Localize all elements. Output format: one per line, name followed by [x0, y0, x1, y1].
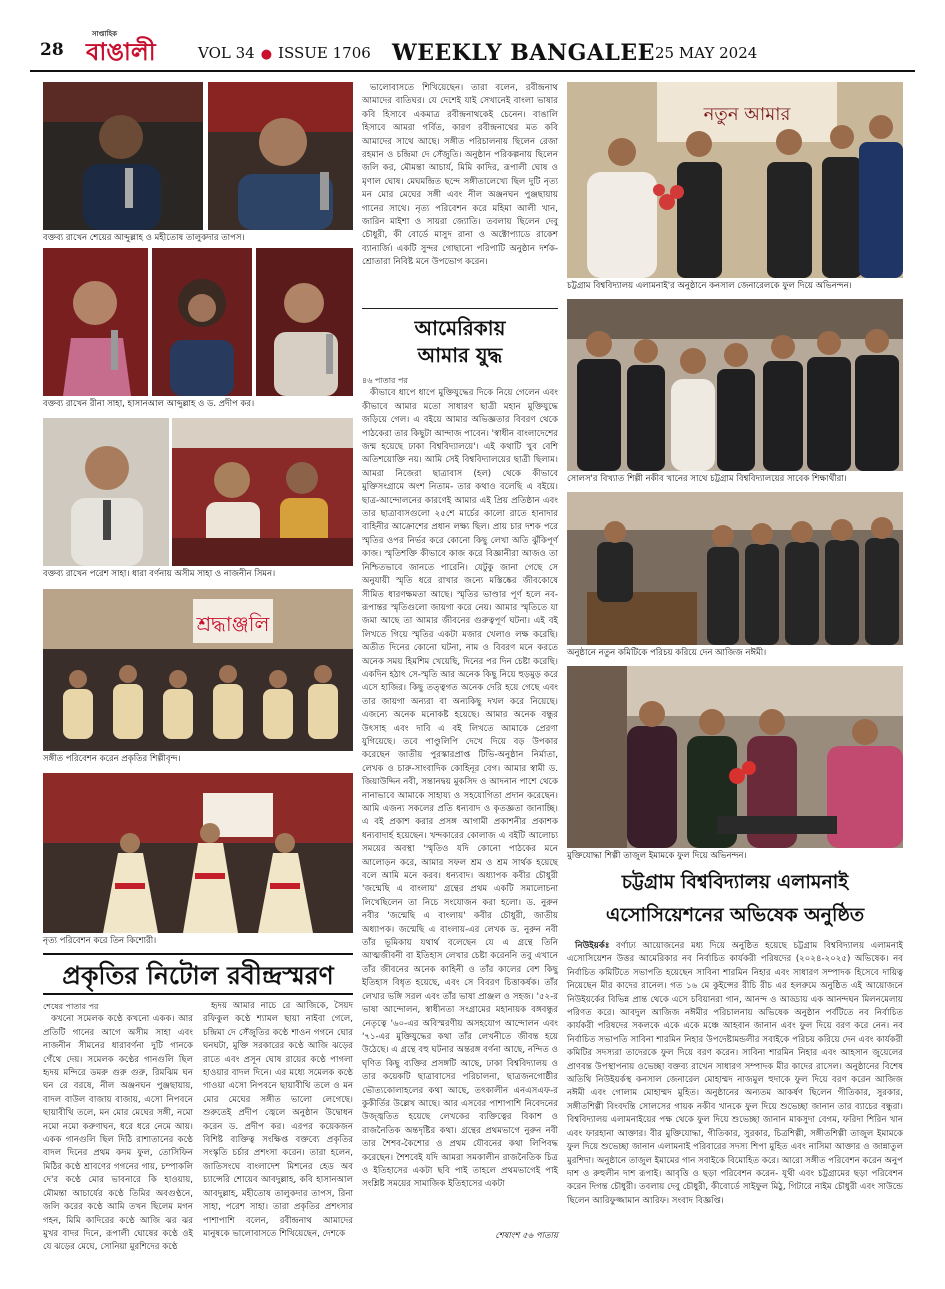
middle-top-text: [362, 82, 558, 302]
continued-note: শেষের পাতার পর: [43, 1002, 99, 1011]
photo-nakib-khan-group: [567, 299, 903, 471]
right-article-text: বর্ণাঢ্য আয়োজনের মধ্য দিয়ে অনুষ্ঠিত হয়েছে চট্টগ্রাম বিশ্ববিদ্যালয় এলামনাই এসোসিয়েশন উত্তর আমেরিকার নব নির্বাচিত কার্যকরী পরিষদের (২০২৪-২০২৫) অভিষেক। নব নির্বাচিত কমিটিতে সভাপতি হয়েছেন সাবিনা শারমিন নিহার এবং সাধারণ সম্পাদক হিসেবে দায়িত্ব নিয়েছেন মীর কাদের রানেল। গত ১৬ মে কুইন্সের রীচি রীচ এর হলরুমে অনুষ্ঠিত এই আয়োজনে নিউইয়র্কের বিভিন্ন প্রান্ত থেকে এসে চবিয়ানরা গান, আনন্দ ও আড্ডায় এক আনন্দঘন মিলনমেলায় পরিণত করে। আবদুল আজিজ নঈমীর পরিচালনায় অভিষেক অনুষ্ঠান পর্বটিতে নব নির্বাচিত কার্যকরী পরিষদের সকলকে একে একে মঞ্চে আহবান জানান এবং ফুল দিয়ে বরণ করে নেন। নব নির্বাচিত সভাপতি সাবিনা শারমিন নিহার উপদেষ্টামন্ডলীর সবাইকে পরিচয় করিয়ে দেন এবং কার্যকরী কমিটির সদস্যরা তাদেরকে ফুল দিয়ে বরণ করেন। সাবিনা শারমিন নিহার এবং আহসান জুয়েলের প্রাণবন্ত উপস্থাপনায় ওভেচ্ছা বক্তব্য রাখেন সাধারণ সম্পাদক মীর কাদের রাসেল। অনুষ্ঠানের বিশেষ অতিথি নিউইয়র্কস্থ কনসাল জেনারেল মোহাম্মদ নাজমুল হুদাকে ফুল দিয়ে বরণ করেন আজিজ নঈমী এবং গোলাম মোহাম্মদ মুহিত। অনুষ্ঠানের অন্যতম আকর্ষণ ছিলেন গীতিকার, সুরকার, সঙ্গীতশিল্পী বিংবদন্তি সোলসের গায়ক নকীব খানকে ফুল দিয়ে শুভেচ্ছা জানান তার ব্যাচের বন্ধুরা। বিশ্ববিদ্যালয় এলামনাইয়ের পক্ষ থেকে ফুল দিয়ে শুভেচ্ছা জানান মাকসুদা বেগম, ফরিদা শিরিন খান এবং ফারহানা আক্তার। বীর মুক্তিযোদ্ধা, গীতিকার, সুরকার, চিত্রশিল্পী, সঙ্গীতশিল্পী তাজুল ইমামকে ফুল দিয়ে শুভেচ্ছা জানান এলামনাই পরিবারের সদস্য শিপা মুহিত এবং নাসিমা আক্তার ও জান্নাতুল মুরশিদা। অনুষ্ঠানে তাজুল ইমামের গান সবাইকে বিমোহিত করে। আরো সঙ্গীত পরিবেশন করেন অনুপ দাশ ও রুহুলীন দাশ রূপাই। আবৃত্তি ও ছড়া পরিবেশন করেন- যূথী এবং চট্টগ্রামের ছড়া পরিবেশন করেন দিগন্ত চৌধুরী। তবলায় দেবু চৌধুরী, কীবোর্ডে সাইফুল মিঠু, গিটারে নাইম চৌধুরী এবং সাউন্ডে ছিলেন আরিফুজ্জামান আরিফ। সংবাদ বিজ্ঞপ্তি।: [567, 941, 903, 1206]
photo-new-committee: [567, 492, 903, 645]
banner-text-1: শ্রদ্ধাঞ্জলি: [196, 612, 270, 636]
left-article-col2: [203, 1000, 353, 1240]
photo-caption-4: সঙ্গীত পরিবেশন করেন প্রকৃতির শিল্পীবৃন্দ।: [43, 754, 181, 764]
issue: ISSUE 1706: [278, 44, 371, 62]
right-headline-line1: চট্টগ্রাম বিশ্ববিদ্যালয় এলামনাই: [621, 871, 849, 893]
photo-caption-r2: সোলস'র বিখ্যাত শিল্পী নকীব খানের সাথে চট্টগ্রাম বিশ্ববিদ্যালয়ের সাবেক শিক্ষার্থীরা।: [567, 474, 847, 484]
left-article-text-2: হৃদয় আমার নাচে রে আজিকে, সৈয়দ রফিকুল কণ্ঠে শ্যামল ছায়া নাইবা গেলে, চন্দ্রিমা দে সেঁজুতির কণ্ঠে শাওন গগনে ঘোর ঘনঘটা, মুক্তি সরকারের কণ্ঠে আজি ঝড়ের রাতে এবং প্রসূন ঘোষ রায়ের কণ্ঠে পাগলা হাওয়ার বাদল দিনে। এর মধ্যে সমেলক কণ্ঠে গাওয়া এসো নিপবনে ছায়াবীথি তলে ও মন মোর মেঘের সঙ্গীত ভালো লেগেছে। শুরুতেই প্রদীপ জ্বেলে অনুষ্ঠান উদ্বোধন করেন ড. প্রদীপ কর। এরপর কয়েকজন বিশিষ্ট ব্যক্তিত্ব সংক্ষিপ্ত বক্তব্যে প্রকৃতির সংস্কৃতি চর্চার প্রশংসা করেন। তারা হলেন, জাতিসংঘে বাংলাদেশ মিশনের হেড অব চ্যান্সেরি শোয়েব আবদুল্লাহ, কবি হাসানআল আবদুল্লাহ, মহীতোষ তালুকদার তাপস, রিনা সাহা, পরেশ সাহা। তারা প্রকৃতির প্রশংসার পাশাপাশি বলেন, রবীন্দ্রনাথ আমাদের মানুষকে ভালোবাসতে শিখিয়েছেন, দেশকে: [203, 1001, 353, 1239]
photo-caption-r3: অনুষ্ঠানে নতুন কমিটিকে পরিচয় করিয়ে দেন আজিজ নঈমী।: [567, 648, 767, 658]
photo-caption-5: নৃত্য পরিবেশন করে তিন কিশোরী।: [43, 936, 157, 946]
logo-text: বাঙালী: [86, 38, 156, 66]
middle-top-paragraph: ভালোবাসতে শিখিয়েছেন। তারা বলেন, রবীন্দ্রনাথ আমাদের বাতিঘর। যে দেশেই যাই সেখানেই বাংলা ভাষার কবি হিসাবে একমাত্র রবীন্দ্রনাথকেই চেনেন। বাঙালি হিসাবে আমরা গর্বিত, কারণ রবীন্দ্রনাথের মত কবি আমাদের সাথে আছে। সঙ্গীত পরিচালনায় ছিলেন রেজা রহমান ও চন্দ্রিমা দে সেঁজুতি। অনুষ্ঠান পরিকল্পনায় ছিলেন জলি কর, মৌমন্তা আচার্য, মিমি কাদির, রূপালী ঘোষ ও মৃণাল ঘোষ। মেঘমন্দ্রিত ছন্দে সঙ্গীতালেখ্যে ছিল দুটি নৃত্য মন মোর মেঘের সঙ্গী এবং নীল অঞ্জনঘন পুঞ্জছায়ায় গানের সাথে। নৃত্য পরিবেশন করে মহিমা আলী খান, জারিন মাইশা ও সায়রা জ্যোতি। তবলায় ছিলেন দেবু চৌধুরী, কী বোর্ডে মাসুদ রানা ও অক্টোপ্যাডে রাকেশ ব্যানার্জি। একটি সুন্দর গোছানো পরিপাটি অনুষ্ঠান দর্শক-শ্রোতারা নিবিষ্ট মনে উপভোগ করেন।: [362, 83, 558, 268]
page-header: [30, 30, 915, 72]
photo-speaker-4: [152, 248, 252, 396]
left-headline: প্রকৃতির নিটোল রবীন্দ্রস্মরণ: [43, 953, 353, 995]
left-article-text-1: কখনো সমেলক কণ্ঠে কখনো একক। আর প্রতিটি গানের আগে অসীম সাহা এবং নাজনীন সীমনের ধারাবর্ণনা দুটি গানকে গেঁথে দেয়। সমেলক কণ্ঠের গানগুলি ছিল হৃদয় মন্দিরে ডমরু গুরু গুরু, রিমঝিম ঘন ঘন রে বরষে, নীল অঞ্জনঘন পুঞ্জছায়ায়, বাদল বাউল বাজায় বাজায়, এসো নিপবনে ছায়াবীথি তলে, মন মোর মেঘের সঙ্গী, নমো নমো নমো করুণাঘন, ধরে ধরে নেমে আয়। একক গানগুলি ছিল দিঠি রাশাতানের কণ্ঠে বাদল দিনের প্রথম কদম ফুল, তোসিফিন মিঠির কণ্ঠে শ্রাবণের গগনের গায়, চম্পাকলি দে'র কণ্ঠে মোর ভাবনারে কি হাওয়ায়, মৌমন্তা আচার্যের কণ্ঠে তিমির অবগুণ্ঠনে, জলি করের কণ্ঠে আমি তখন ছিলেম মগন গহন, মিমি কাদিরের কণ্ঠে আজি ঝর ঝর মুখর বাদর দিনে, রূপালী ঘোষের কণ্ঠে ওই যে ঝড়ের মেঘে, সোনিয়া মুরশিদের কণ্ঠে: [43, 1014, 193, 1253]
photo-caption-3: বক্তব্য রাখেন পরেশ সাহা। ধারা বর্ণনায় অসীম সাহা ও নাজনীন সিমন।: [43, 569, 276, 579]
right-dateline: নিউইয়র্কঃ: [575, 941, 610, 951]
logo-tagline: সাপ্তাহিক: [92, 30, 118, 38]
page-number: 28: [40, 40, 64, 60]
photo-speaker-3: [43, 248, 148, 396]
middle-article-body: [362, 374, 558, 1228]
photo-narrators: [172, 418, 353, 566]
photo-speaker-6: [43, 418, 169, 566]
middle-continued-to: শেষাংশ ৫৬ পাতায়: [495, 1231, 558, 1241]
middle-headline: [362, 315, 558, 371]
photo-speaker-1: [43, 82, 203, 230]
middle-headline-line1: আমেরিকায়: [414, 316, 506, 340]
banner-text-2: নতুন আমার: [703, 104, 791, 125]
volume: VOL 34: [198, 44, 255, 62]
middle-headline-line2: আমার যুদ্ধ: [417, 343, 503, 367]
paper-title: WEEKLY BANGALEE: [392, 40, 655, 66]
bullet-dot-icon: ●: [260, 47, 273, 62]
right-headline-line2: এসোসিয়েশনের অভিষেক অনুষ্ঠিত: [605, 904, 865, 926]
divider: [362, 308, 558, 309]
photo-singers: [43, 589, 353, 751]
right-article-body: [567, 940, 903, 1240]
photo-dancers: [43, 773, 353, 933]
left-article-col1: [43, 1000, 193, 1253]
photo-caption-2: বক্তব্য রাখেন রীনা সাহা, হাসানআল আব্দুল্লাহ ও ড. প্রদীপ কর।: [43, 399, 255, 409]
photo-caption-r1: চট্টগ্রাম বিশ্ববিদ্যালয় এলামনাই'র অনুষ্ঠানে কনসাল জেনারেলকে ফুল দিয়ে অভিনন্দন।: [567, 281, 852, 291]
right-headline: [567, 866, 903, 936]
photo-caption-1: বক্তব্য রাখেন শেয়ের আব্দুল্লাহ ও মহীতোষ তালুকদার তাপস।: [43, 233, 245, 243]
issue-date: 25 MAY 2024: [655, 44, 758, 62]
middle-continued-note: ৪৬ পাতার পর: [362, 376, 408, 385]
photo-caption-r4: মুক্তিযোদ্ধা শিল্পী তাজুল ইমামকে ফুল দিয়ে অভিনন্দন।: [567, 851, 747, 861]
photo-speaker-5: [256, 248, 353, 396]
photo-tajul-imam: [567, 666, 903, 848]
photo-consul-general: [567, 82, 903, 278]
photo-speaker-2: [208, 82, 353, 230]
volume-issue: [198, 44, 371, 62]
newspaper-logo: [86, 30, 156, 74]
middle-article-text: কীভাবে ধাপে ধাপে মুক্তিযুদ্ধের দিকে নিয়ে গেলেন এবং কীভাবে আমার মতো সাধারণ ছাত্রী মহান মুক্তিযুদ্ধে জড়িয়ে গেল। এ বইয়ে আমার অভিজ্ঞতার বিবরণ থেকে পাঠকেরা তার কিছুটা আন্দাজ পাবেন। 'স্বাধীন বাংলাদেশের জন্ম হয়েছে ঢাকা বিশ্ববিদ্যালয়ে'। এই কথাটি খুব বেশি অতিশয়োক্তি নয়। আমি সেই বিশ্ববিদ্যালয়ের ছাত্রী ছিলাম। আমরা নিজেরা ছাত্রাবাস (হল) থেকে কীভাবে মুক্তিসংগ্রামে অংশ নিতাম- তার কথাও বলেছি এ বইয়ে। ছাত্র-আন্দোলনের কারণেই আমার এই প্রিয় প্রতিষ্ঠান এবং তার ছাত্রাবাসগুলো ২৫শে মার্চের কালো রাতে হানাদার বাহিনীর আক্রোশের প্রধান লক্ষ্য ছিল। প্রায় চার দশক পরে স্মৃতির ওপর নির্ভর করে কোনো কিছু লেখা অতি ঝুঁকিপূর্ণ কাজ। স্মৃতিশক্তি কীভাবে কাজ করে বিজ্ঞানীরা আজও তা নিশ্চিতভাবে জানতে পারেনি। যেটুকু জানা গেছে সে অনুযায়ী স্মৃতি ধরে রাখার জন্যে মস্তিষ্কের জীবকোষে সীমিত ধারণক্ষমতা আছে। স্মৃতির ভাণ্ডার পূর্ণ হলে নব-রূপান্তর স্মৃতিগুলো জায়গা করে নেয়। আমার স্মৃতিতে যা জমা আছে তা আমার জীবনের গুরুত্বপূর্ণ ঘটনা। এই বই লিখতে গিয়ে স্মৃতির একটা মজার খেলাও লক্ষ করেছি। অতীত দিনের কোনো ঘটনা, নাম ও বিবরণ মনে করতে অনেক সময় হিমশিম খেয়েছি, দিনের পর দিন চেষ্টা করেছি। একদিন হঠাৎ সে-স্মৃতি আর অনেক কিছু নিয়ে হুড়মুড় করে এসে হাজির। কিছু তত্ত্বগত অনেক দেরি হয়ে গেছে এবং তার জায়গা অন্যরা বা অন্যকিছু দখল করে নিয়েছে। এজন্যে অনেক মনোকষ্ট হয়েছে। আমার অনেক বন্ধুর উৎসাহ এবং দাবি এ বই লিখতে আমাকে প্রেরণা যুগিয়েছে। তবে পাণ্ডুলিপি দেখে দিয়ে বড় উপকার করেছেন জাতীয় পুরস্কারপ্রাপ্ত টিভি-অনুষ্ঠান নির্মাতা, লেখক ও চারু-সাংবাদিক কোহিনূর বেগ। আমার স্বামী ড. জিয়াউদ্দিন নবী, সন্তানদ্বয় মুকসিদ ও আদনান পাশে থেকে নানাভাবে আমাকে সাহায্য ও সহযোগিতা প্রদান করেছেন। আমি এজন্য সকলের প্রতি ধন্যবাদ ও কৃতজ্ঞতা জানাচ্ছি। এ বই প্রকাশ করার প্রসঙ্গ আগামী প্রকাশনীর প্রকাশক ধন্যবাদার্হ হয়েছেন। খন্দকারের কোলাজ এ বইটি আলোচ্য সময়ের অবস্থা 'স্মৃতিও যদি কোনো পাঠকের মনে আলোড়ন করে, আমার সফল শ্রম ও শ্রম সার্থক হয়েছে বলে আমি মনে করব। ধন্যবাদ। অধ্যাপক কবীর চৌধুরী 'জন্মেছি এ বাংলায়' গ্রন্থের প্রথম একটি সমালোচনা লিখেছিলেন তা নিচে সংযোজন করা হলো। ড. নুরুন নবীর 'জন্মেছি এ বাংলায়' কবীর চৌধুরী, জাতীয় অধ্যাপক। জন্মেছি এ বাংলায়-এর লেখক ড. নুরুন নবী তাঁর ভূমিকায় যথার্থ বলেছেন যে এ গ্রন্থে তিনি আত্মজীবনী বা ইতিহাস লেখার চেষ্টা করেননি তবু এখানে তাঁর জীবনের অনেক কাহিনী ও তাঁর কালের বেশ কিছু ইতিহাস বিধৃত হয়েছে, এবং সে বিবরণ চিত্তাকর্ষক। তাঁর লেখার ভঙ্গি সরল এবং তাঁর ভাষা প্রাঞ্জল ও সহজ। '৫২-র ভাষা আন্দোলন, স্বাধীনতা সংগ্রামের মহানায়ক বঙ্গবন্ধুর নেতৃত্বে '৬০-এর অবিস্মরণীয় অসহযোগ আন্দোলন এবং '৭১-এর মুক্তিযুদ্ধের কথা তাঁর লেখনীতে জীবন্ত হয়ে উঠেছে। এ গ্রন্থে বহু ঘটনার অন্তরঙ্গ বর্ণনা আছে, নন্দিত ও ঘৃণিত কিছু ব্যক্তির প্রসঙ্গটি আছে, ঢাকা বিশ্ববিদ্যালয় ও তার কয়েকটি ছাত্রাবাসের পরিচালনা, ছাত্রজনগোষ্ঠীর ভৌত্যকোলাহলের কথা আছে, তৎকালীন এনএসএফ-র কুকীর্তির উল্লেখ আছে। আর এসবের পাশাপাশি নিবেদনের উজ্জ্বতিত হয়েছে লেখকের ব্যক্তিত্বের বিকাশ ও রাজনৈতিক অন্তদৃষ্টির কথা। গ্রন্থের প্রথমভাগে নুরুন নবী তার শৈশব-কৈশোর ও প্রথম যৌবনের কথা লিপিবদ্ধ করেছেন। শৈশবেই যদি আমরা সমকালীন রাজনৈতিক চিত্র ও ইতিহাসের একটা ছবি পাই তাহলে প্রথমভাগেই পাই সংশ্লিষ্ট সময়ের সামাজিক ইতিহাসের একটা: [362, 388, 558, 1190]
